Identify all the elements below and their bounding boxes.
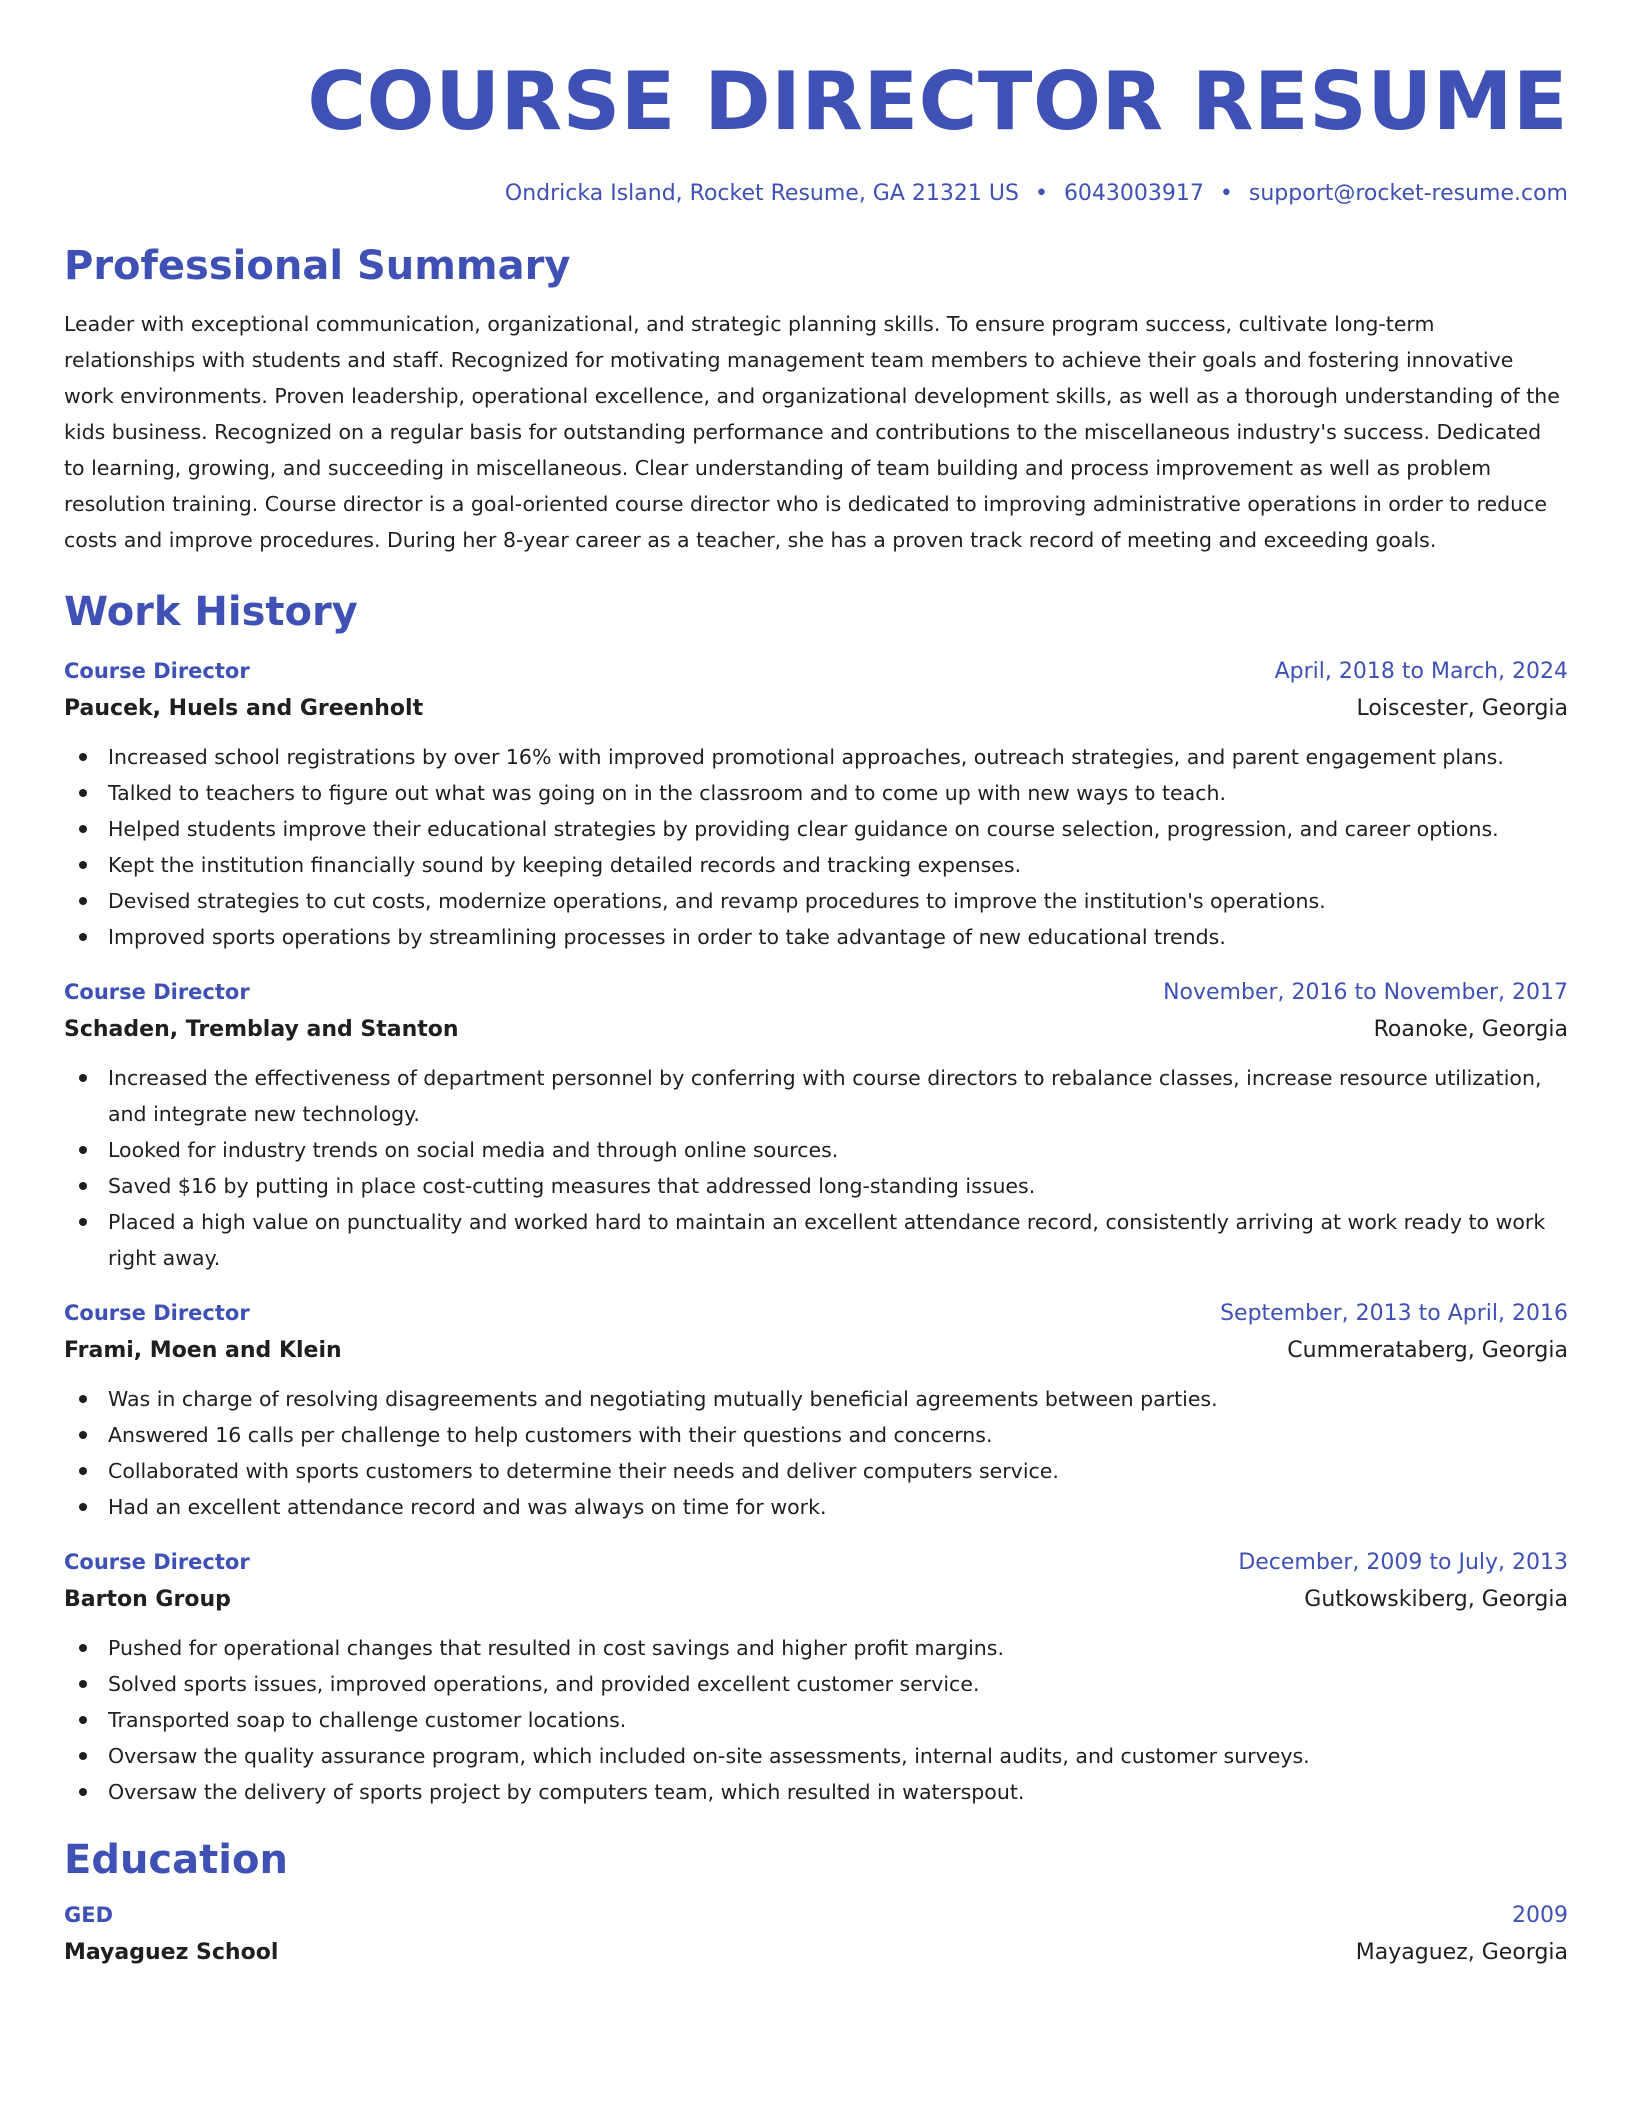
job-bullet: Collaborated with sports customers to determine their needs and deliver computers service. [64, 1453, 1568, 1489]
education-degree: GED [64, 1903, 114, 1927]
education-entry [64, 1898, 1568, 1973]
job-company-row [64, 1580, 1568, 1620]
job-header-row [64, 1296, 1568, 1331]
job-bullets [64, 739, 1568, 955]
job-bullet: Had an excellent attendance record and was always on time for work. [64, 1489, 1568, 1525]
job-dates: December, 2009 to July, 2013 [1238, 1550, 1568, 1575]
job-bullet: Solved sports issues, improved operations, and provided excellent customer service. [64, 1666, 1568, 1702]
job-bullets [64, 1060, 1568, 1276]
job-dates: April, 2018 to March, 2024 [1274, 659, 1568, 684]
job-bullet: Talked to teachers to figure out what was going on in the classroom and to come up with new ways to teach. [64, 775, 1568, 811]
job-bullet: Kept the institution financially sound by keeping detailed records and tracking expenses. [64, 847, 1568, 883]
job-dates: November, 2016 to November, 2017 [1163, 980, 1568, 1005]
job-location: Cummerataberg, Georgia [1287, 1338, 1568, 1363]
job-bullet: Devised strategies to cut costs, modernize operations, and revamp procedures to improve the institution's operations. [64, 883, 1568, 919]
job-company-row [64, 689, 1568, 729]
education-heading: Education [64, 1837, 288, 1883]
education-list [64, 1898, 1568, 1973]
education-school: Mayaguez School [64, 1940, 279, 1965]
job-company: Schaden, Tremblay and Stanton [64, 1017, 459, 1042]
work-history-list [64, 654, 1568, 1810]
job-entry [64, 1545, 1568, 1810]
job-title: Course Director [64, 1550, 250, 1574]
job-bullet: Increased school registrations by over 16% with improved promotional approaches, outreach strategies, and parent engagement plans. [64, 739, 1568, 775]
resume-name: COURSE DIRECTOR RESUME [307, 55, 1568, 148]
contact-line [64, 178, 1568, 210]
job-header-row [64, 1545, 1568, 1580]
contact-separator: • [1034, 181, 1048, 206]
job-bullets [64, 1630, 1568, 1810]
job-bullet: Improved sports operations by streamlining processes in order to take advantage of new educational trends. [64, 919, 1568, 955]
job-company-row [64, 1331, 1568, 1371]
contact-separator: • [1219, 181, 1233, 206]
job-location: Gutkowskiberg, Georgia [1304, 1587, 1568, 1612]
summary-heading: Professional Summary [64, 243, 571, 289]
job-header-row [64, 975, 1568, 1010]
summary-text: Leader with exceptional communication, organizational, and strategic planning skills. To ensure program success, cultivate long-term relationships with students and staff. Recognized for motivating management team members to achieve their goals and fostering innovative work environments. Proven leadership, operational excellence, and organizational development skills, as well as a thorough understanding of the kids business. Recognized on a regular basis for outstanding performance and contributions to the miscellaneous industry's success. Dedicated to learning, growing, and succeeding in miscellaneous. Clear understanding of team building and process improvement as well as problem resolution training. Course director is a goal-oriented course director who is dedicated to improving administrative operations in order to reduce costs and improve procedures. During her 8-year career as a teacher, she has a proven track record of meeting and exceeding goals. [64, 312, 1560, 552]
job-title: Course Director [64, 980, 250, 1004]
job-bullet: Transported soap to challenge customer locations. [64, 1702, 1568, 1738]
job-bullet: Helped students improve their educational strategies by providing clear guidance on course selection, progression, and career options. [64, 811, 1568, 847]
job-bullet: Pushed for operational changes that resulted in cost savings and higher profit margins. [64, 1630, 1568, 1666]
education-year: 2009 [1512, 1903, 1568, 1928]
resume-page [64, 0, 1568, 2112]
job-bullet: Oversaw the delivery of sports project by computers team, which resulted in waterspout. [64, 1774, 1568, 1810]
job-bullets [64, 1381, 1568, 1525]
contact-email: support@rocket-resume.com [1248, 181, 1568, 206]
job-dates: September, 2013 to April, 2016 [1220, 1301, 1568, 1326]
job-bullet: Placed a high value on punctuality and worked hard to maintain an excellent attendance record, consistently arriving at work ready to work right away. [64, 1204, 1568, 1276]
job-entry [64, 1296, 1568, 1525]
job-entry [64, 654, 1568, 955]
job-bullet: Oversaw the quality assurance program, which included on-site assessments, internal audits, and customer surveys. [64, 1738, 1568, 1774]
job-title: Course Director [64, 1301, 250, 1325]
job-bullet: Increased the effectiveness of department personnel by conferring with course directors to rebalance classes, increase resource utilization, and integrate new technology. [64, 1060, 1568, 1132]
job-location: Roanoke, Georgia [1373, 1017, 1568, 1042]
education-header-row [64, 1898, 1568, 1933]
job-company: Paucek, Huels and Greenholt [64, 696, 424, 721]
job-header-row [64, 654, 1568, 689]
education-school-row [64, 1933, 1568, 1973]
job-company: Frami, Moen and Klein [64, 1338, 342, 1363]
job-bullet: Answered 16 calls per challenge to help customers with their questions and concerns. [64, 1417, 1568, 1453]
job-bullet: Looked for industry trends on social media and through online sources. [64, 1132, 1568, 1168]
job-title: Course Director [64, 659, 250, 683]
job-company: Barton Group [64, 1587, 231, 1612]
education-location: Mayaguez, Georgia [1355, 1940, 1568, 1965]
job-location: Loiscester, Georgia [1356, 696, 1568, 721]
contact-phone: 6043003917 [1063, 181, 1204, 206]
work-history-heading: Work History [64, 589, 358, 635]
job-entry [64, 975, 1568, 1276]
job-bullet: Saved $16 by putting in place cost-cutting measures that addressed long-standing issues. [64, 1168, 1568, 1204]
contact-address: Ondricka Island, Rocket Resume, GA 21321 US [504, 181, 1019, 206]
job-bullet: Was in charge of resolving disagreements and negotiating mutually beneficial agreements between parties. [64, 1381, 1568, 1417]
job-company-row [64, 1010, 1568, 1050]
